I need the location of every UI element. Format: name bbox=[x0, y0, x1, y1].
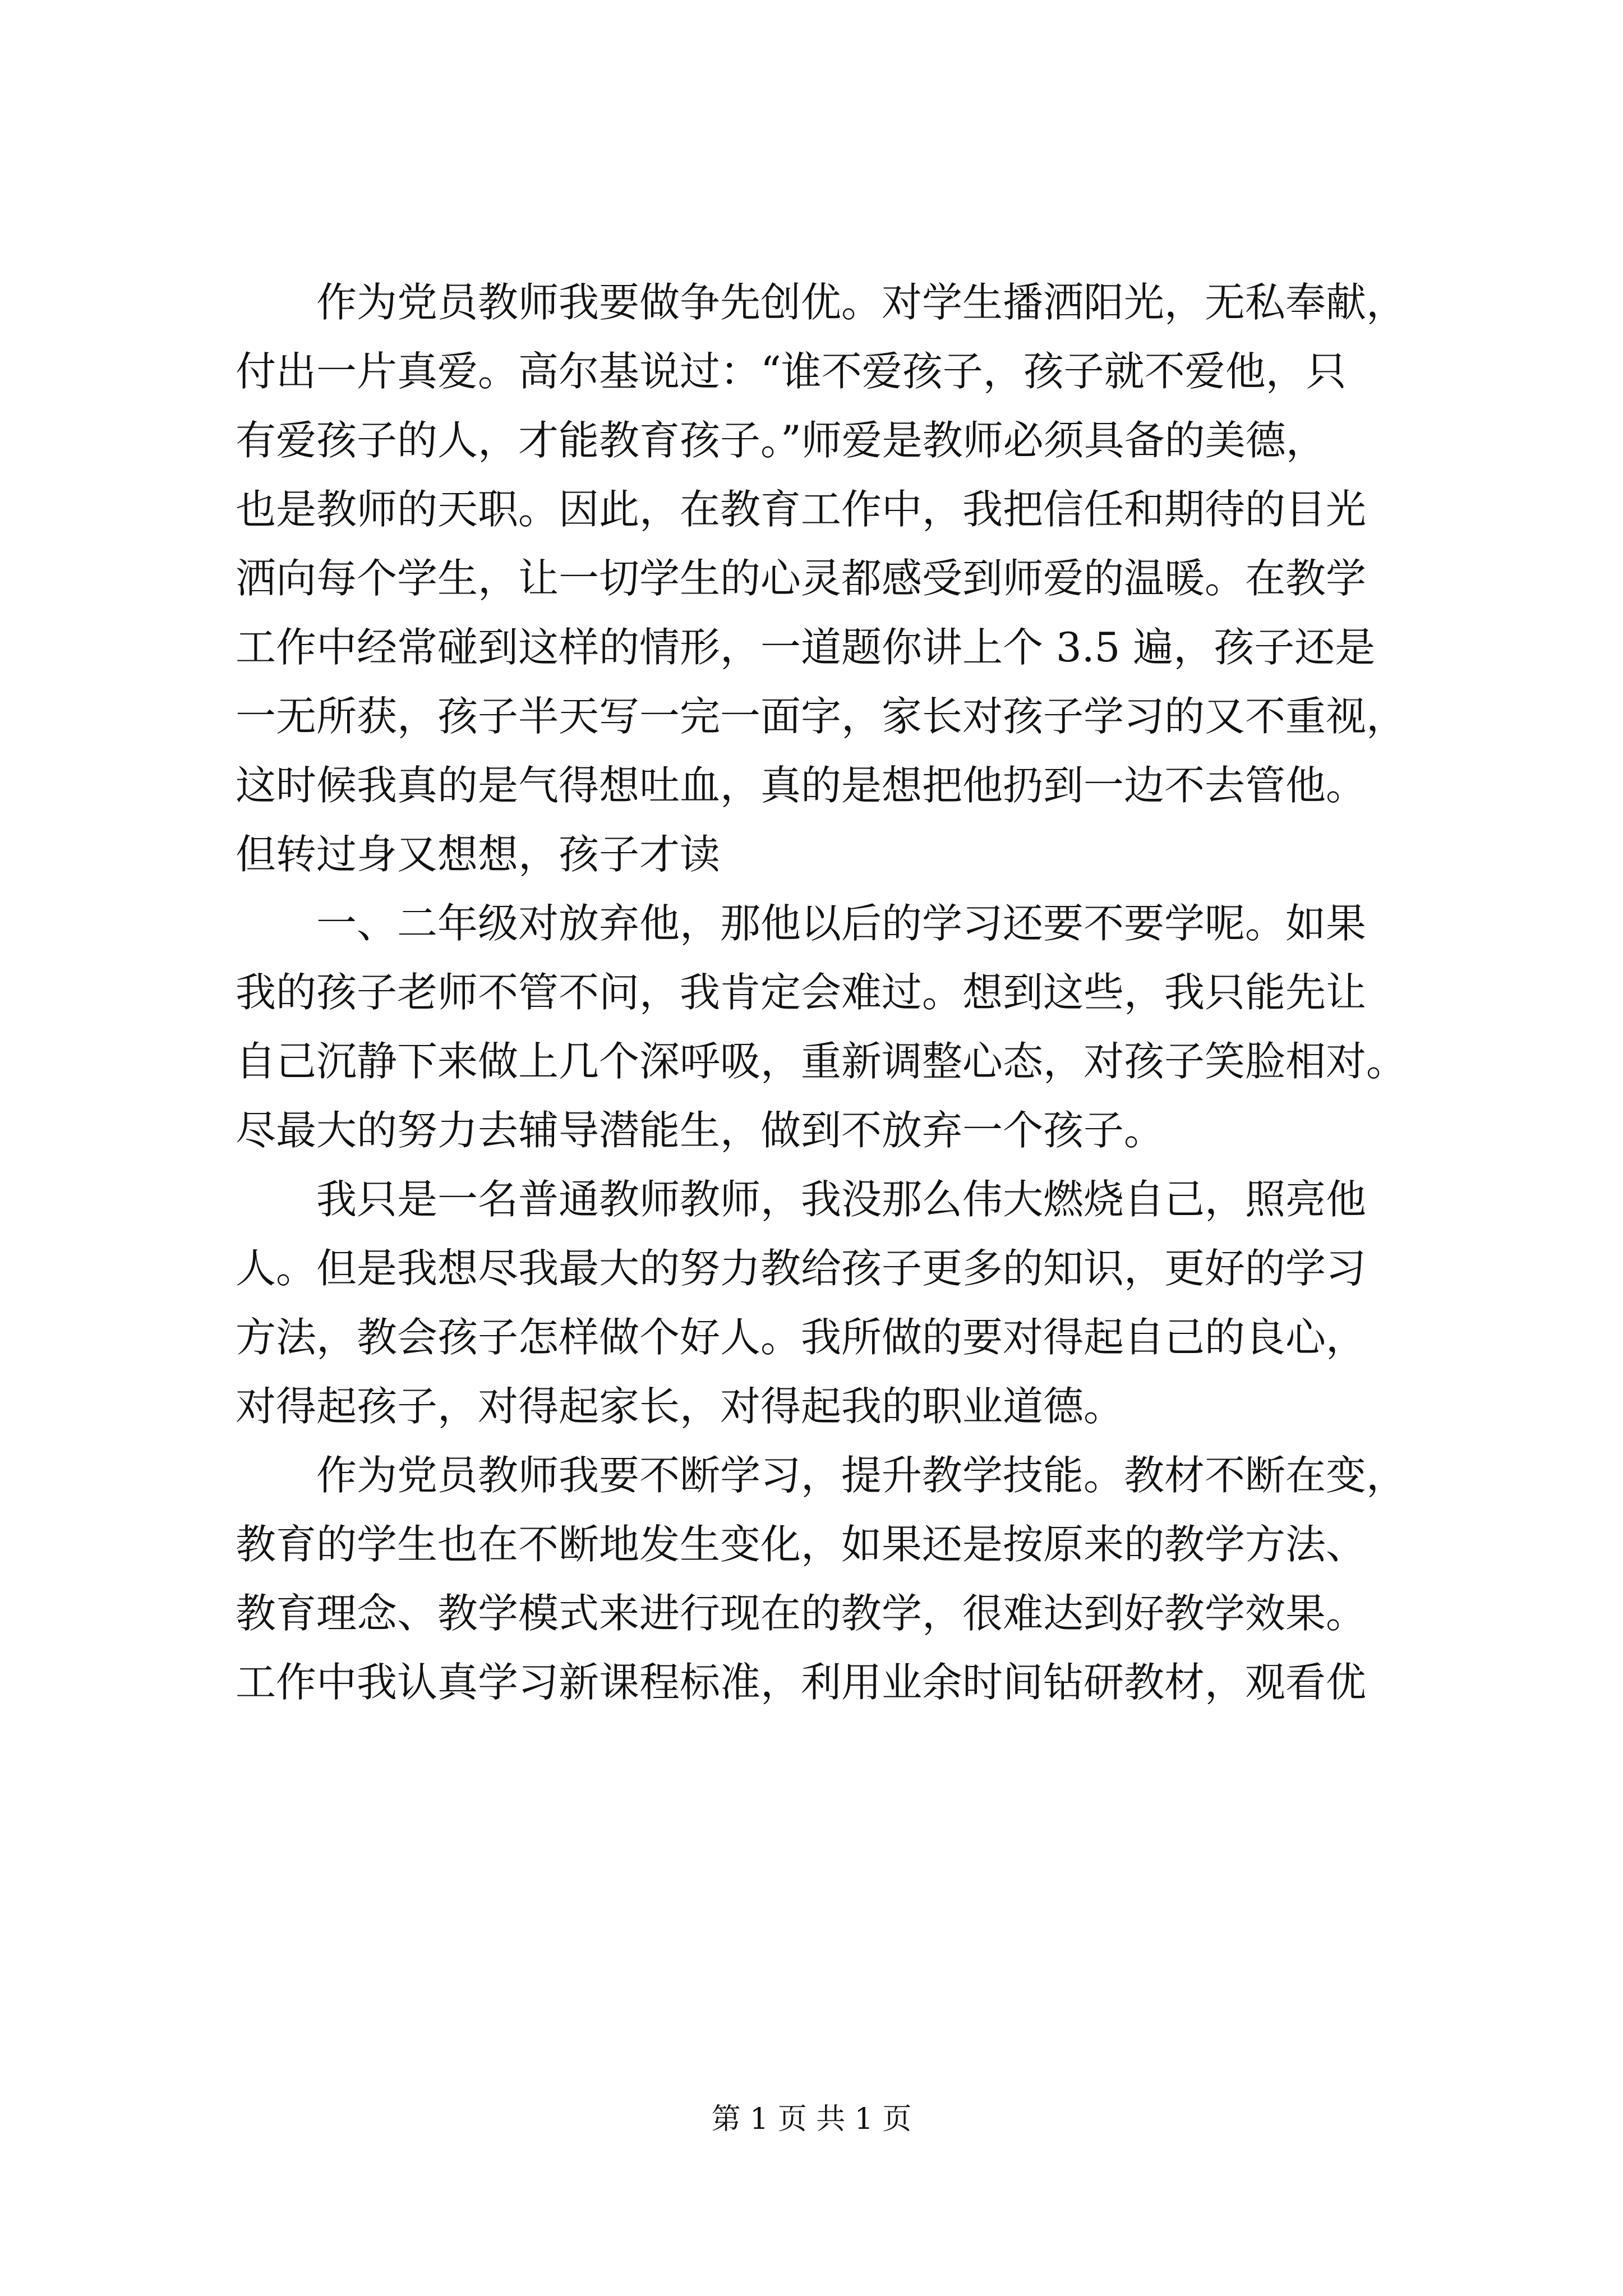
text-line: 我的孩子老师不管不问，我肯定会难过。想到这些，我只能先让 bbox=[236, 969, 1367, 1016]
text-line: 付出一片真爱。高尔基说过：“谁不爱孩子，孩子就不爱他，只 bbox=[236, 348, 1347, 395]
text-line: 作为党员教师我要做争先创优。对学生播洒阳光，无私奉献， bbox=[316, 279, 1407, 326]
text-line: 教育理念、教学模式来进行现在的教学，很难达到好教学效果。 bbox=[236, 1590, 1367, 1637]
text-line: 有爱孩子的人，才能教育孩子。”师爱是教师必须具备的美德， bbox=[236, 417, 1326, 464]
text-line: 洒向每个学生，让一切学生的心灵都感受到师爱的温暖。在教学 bbox=[236, 555, 1367, 602]
text-line: 对得起孩子，对得起家长，对得起我的职业道德。 bbox=[236, 1383, 1124, 1430]
text-line: 方法，教会孩子怎样做个好人。我所做的要对得起自己的良心， bbox=[236, 1314, 1367, 1361]
text-line: 人。但是我想尽我最大的努力教给孩子更多的知识，更好的学习 bbox=[236, 1245, 1367, 1292]
text-line: 这时候我真的是气得想吐血，真的是想把他扔到一边不去管他。 bbox=[236, 762, 1367, 809]
text-line: 一、二年级对放弃他，那他以后的学习还要不要学呢。如果 bbox=[316, 900, 1367, 947]
text-line: 尽最大的努力去辅导潜能生，做到不放弃一个孩子。 bbox=[236, 1107, 1165, 1154]
text-line: 但转过身又想想，孩子才读 bbox=[236, 831, 721, 878]
text-line: 作为党员教师我要不断学习，提升教学技能。教材不断在变， bbox=[316, 1452, 1407, 1499]
body-text bbox=[236, 268, 1413, 1717]
text-line: 我只是一名普通教师教师，我没那么伟大燃烧自己，照亮他 bbox=[316, 1176, 1367, 1223]
text-line: 教育的学生也在不断地发生变化，如果还是按原来的教学方法、 bbox=[236, 1521, 1367, 1568]
page-footer: 第 1 页 共 1 页 bbox=[711, 2102, 912, 2136]
text-line: 工作中经常碰到这样的情形，一道题你讲上个 3.5 遍，孩子还是 bbox=[236, 624, 1376, 671]
text-line: 也是教师的天职。因此，在教育工作中，我把信任和期待的目光 bbox=[236, 486, 1367, 533]
text-line: 工作中我认真学习新课程标准，利用业余时间钻研教材，观看优 bbox=[236, 1659, 1367, 1706]
text-line: 自己沉静下来做上几个深呼吸，重新调整心态，对孩子笑脸相对。 bbox=[236, 1038, 1407, 1085]
text-line: 一无所获，孩子半天写一完一面字，家长对孩子学习的又不重视， bbox=[236, 693, 1407, 740]
